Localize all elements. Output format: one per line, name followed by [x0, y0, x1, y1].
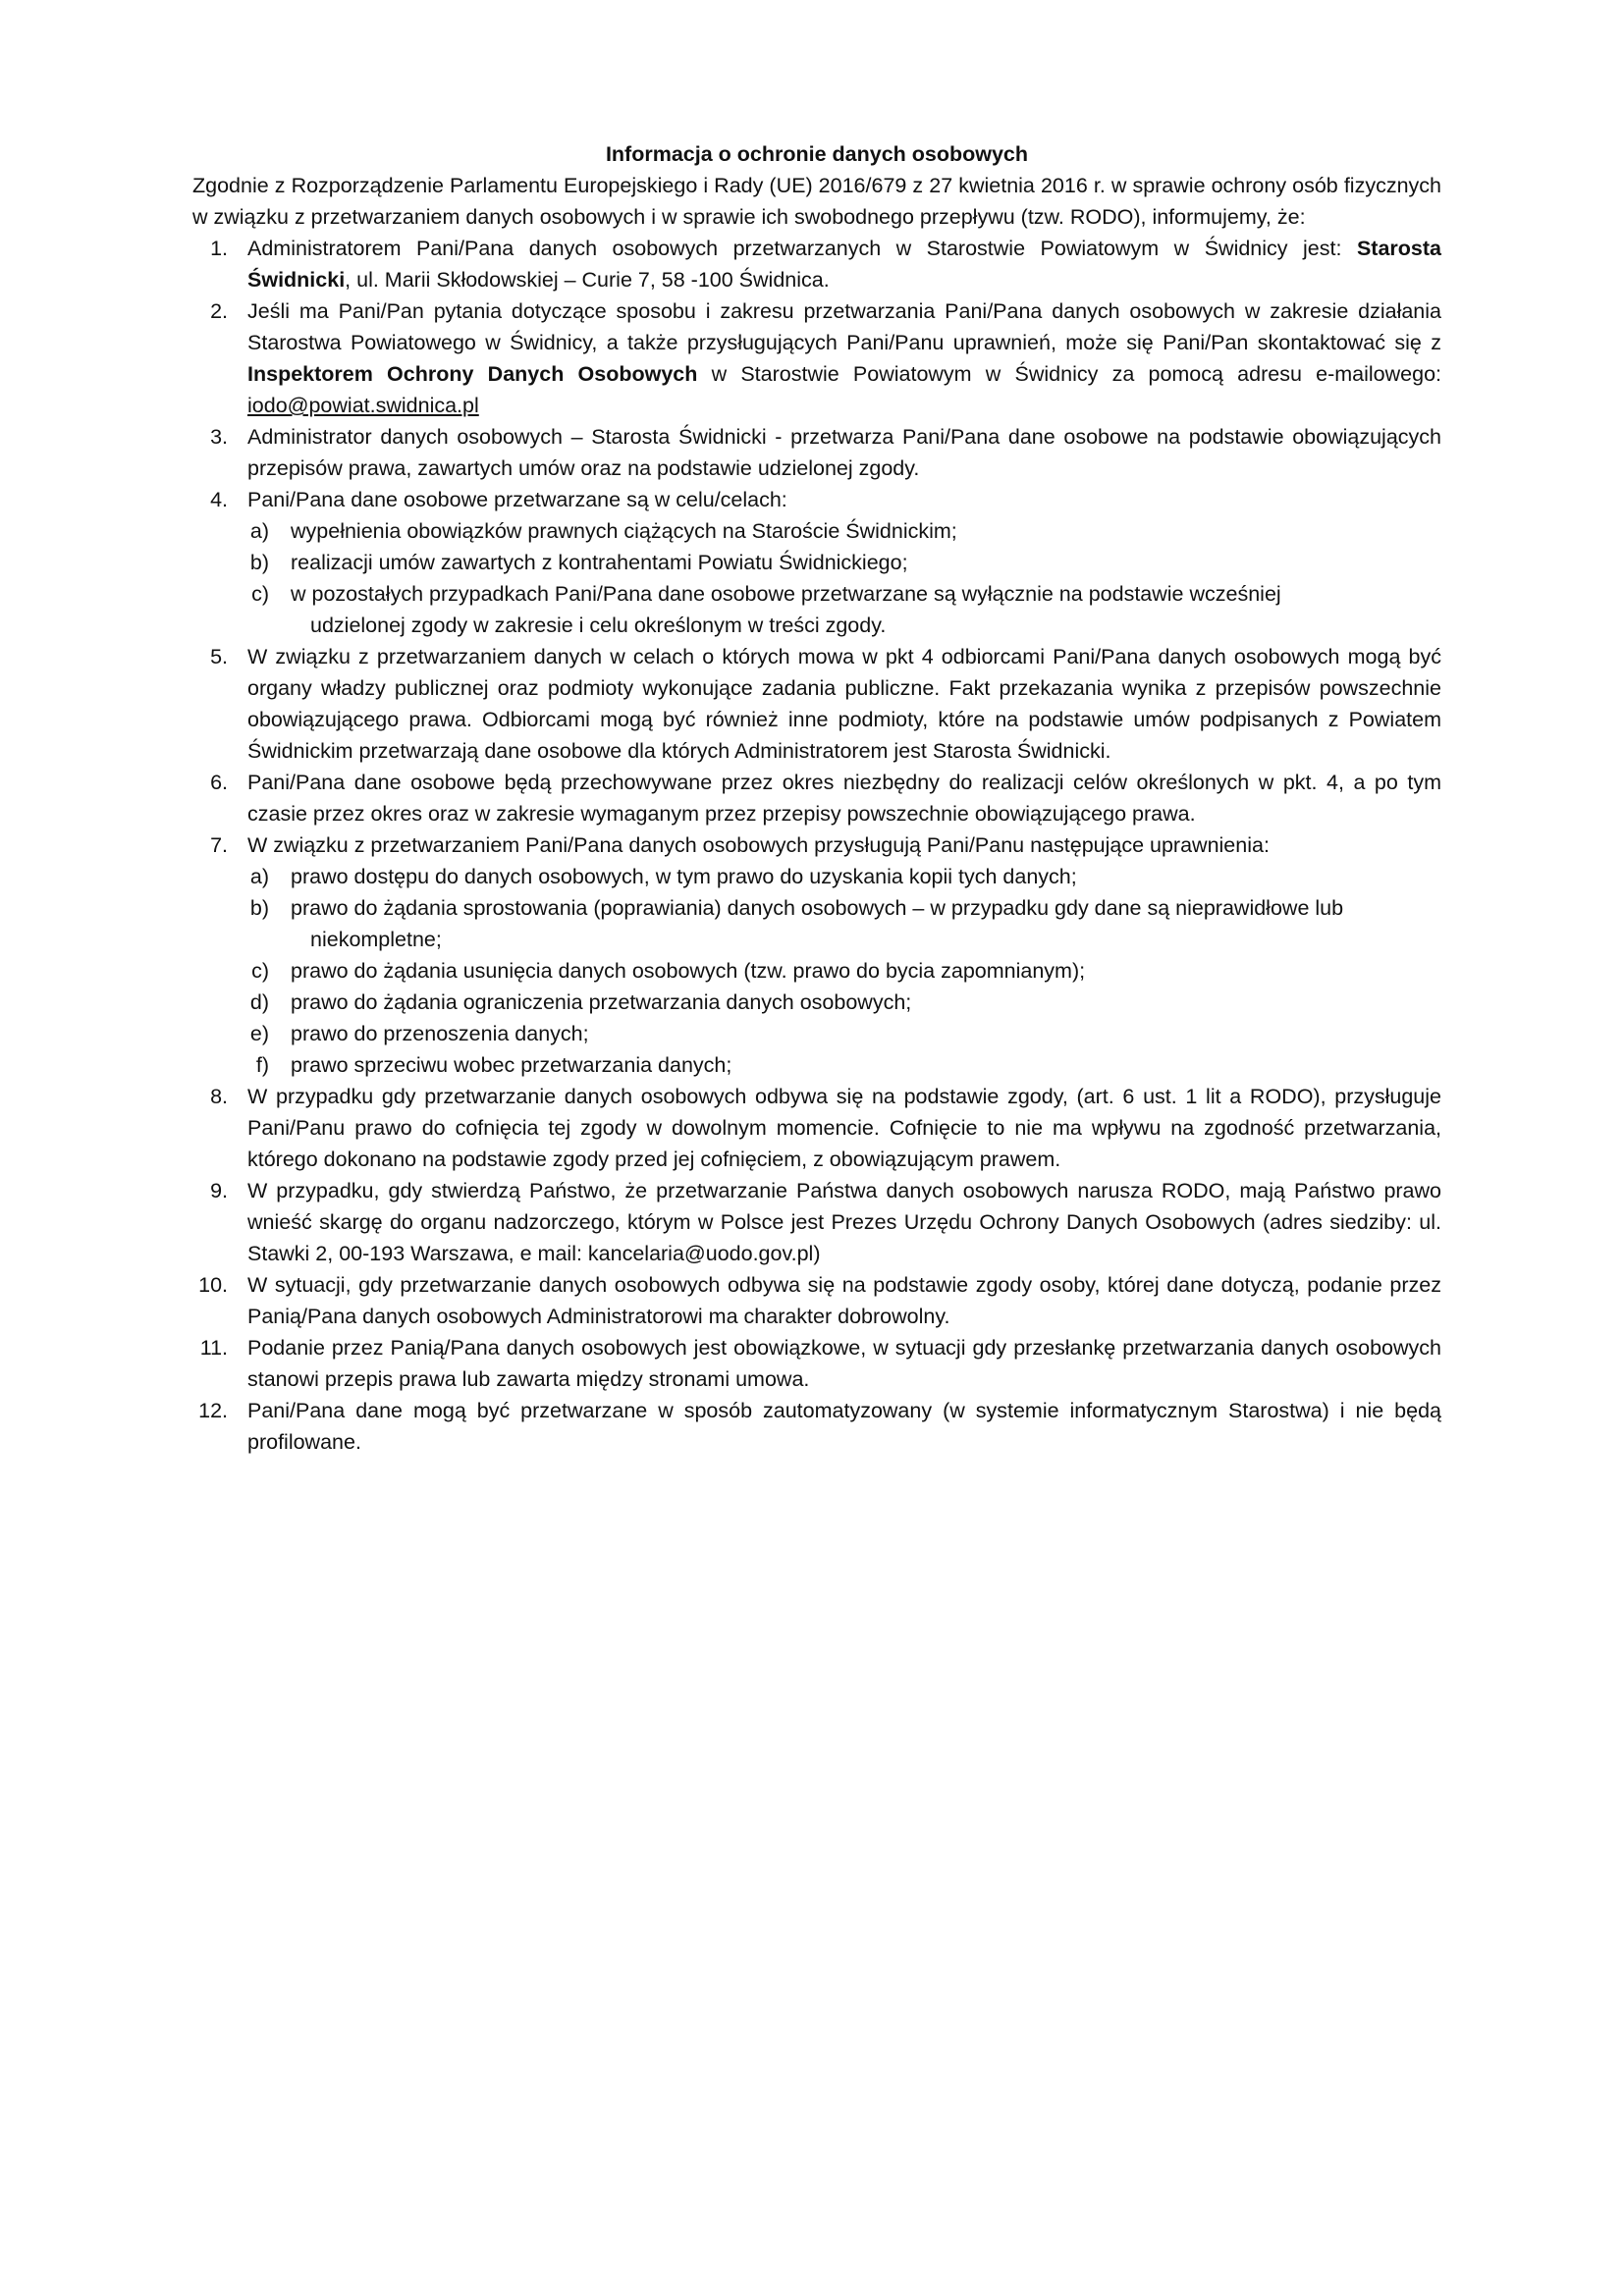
list-item-1 — [192, 233, 1441, 295]
item-number: 1. — [210, 237, 228, 260]
sub-item-text: realizacji umów zawartych z kontrahentami Powiatu Świdnickiego; — [291, 551, 908, 574]
iodo-email-link[interactable]: iodo@powiat.swidnica.pl — [247, 394, 479, 417]
list-item-2 — [192, 295, 1441, 421]
sub-item-text: prawo dostępu do danych osobowych, w tym prawo do uzyskania kopii tych danych; — [291, 865, 1077, 888]
item-text: W związku z przetwarzaniem Pani/Pana danych osobowych przysługują Pani/Panu następujące uprawnienia: — [247, 833, 1270, 857]
item-text: Administrator danych osobowych – Starosta Świdnicki - przetwarza Pani/Pana dane osobowe na podstawie obowiązujących przepisów prawa, zawartych umów oraz na podstawie udzielonej zgody. — [247, 425, 1441, 480]
list-item-10 — [192, 1269, 1441, 1332]
item-number: 8. — [210, 1085, 228, 1108]
item-text: Pani/Pana dane osobowe przetwarzane są w celu/celach: — [247, 488, 787, 511]
sub-item-letter: d) — [249, 990, 269, 1014]
administrator-name: Starosta Świdnicki — [247, 237, 1441, 292]
item-number: 3. — [210, 425, 228, 449]
item-text: W związku z przetwarzaniem danych w celach o których mowa w pkt 4 odbiorcami Pani/Pana danych osobowych mogą być organy władzy publicznej oraz podmioty wykonujące zadania publiczne. Fakt przekazania wynika z przepisów powszechnie obowiązującego prawa. Odbiorcami mogą być również inne podmioty, które na podstawie umów podpisanych z Powiatem Świdnickim przetwarzają dane osobowe dla których Administratorem jest Starosta Świdnicki. — [247, 645, 1441, 763]
sub-item-text-continuation: niekompletne; — [310, 928, 442, 951]
item-number: 5. — [210, 645, 228, 668]
item-text: Pani/Pana dane mogą być przetwarzane w sposób zautomatyzowany (w systemie informatycznym Starostwa) i nie będą profilowane. — [247, 1399, 1441, 1454]
sub-item-text — [291, 892, 1441, 955]
item-text: W przypadku, gdy stwierdzą Państwo, że przetwarzanie Państwa danych osobowych narusza RODO, mają Państwo prawo wnieść skargę do organu nadzorczego, którym w Polsce jest Prezes Urzędu Ochrony Danych Osobowych (adres siedziby: ul. Stawki 2, 00-193 Warszawa, e mail: kancelaria@uodo.gov.pl) — [247, 1179, 1441, 1265]
sub-item-4a — [192, 515, 1441, 547]
document-page — [192, 138, 1441, 1458]
sub-item-letter: b) — [249, 896, 269, 920]
item-text: W sytuacji, gdy przetwarzanie danych osobowych odbywa się na podstawie zgody osoby, której dane dotyczą, podanie przez Panią/Pana danych osobowych Administratorowi ma charakter dobrowolny. — [247, 1273, 1441, 1328]
list-item-9 — [192, 1175, 1441, 1269]
item-text-part: Jeśli ma Pani/Pan pytania dotyczące sposobu i zakresu przetwarzania Pani/Pana danych osobowych w zakresie działania Starostwa Powiatowego w Świdnicy, a także przysługujących Pani/Panu uprawnień, może się Pani/Pan skontaktować się z — [247, 299, 1441, 354]
item-text: Pani/Pana dane osobowe będą przechowywane przez okres niezbędny do realizacji celów określonych w pkt. 4, a po tym czasie przez okres oraz w zakresie wymaganym przez przepisy powszechnie obowiązującego prawa. — [247, 771, 1441, 826]
sub-item-7e — [192, 1018, 1441, 1049]
sub-item-7b — [192, 892, 1441, 955]
list-item-12 — [192, 1395, 1441, 1458]
sub-item-7c — [192, 955, 1441, 987]
sub-item-text — [291, 578, 1441, 641]
sub-item-4c — [192, 578, 1441, 641]
sub-item-7a — [192, 861, 1441, 892]
list-item-7 — [192, 829, 1441, 861]
item-text — [247, 233, 1441, 295]
sub-item-letter: b) — [249, 551, 269, 574]
sub-item-letter: e) — [249, 1022, 269, 1045]
sub-item-7d — [192, 987, 1441, 1018]
sub-item-text: prawo sprzeciwu wobec przetwarzania danych; — [291, 1053, 732, 1077]
item-number: 7. — [210, 833, 228, 857]
list-item-3 — [192, 421, 1441, 484]
sub-item-letter: c) — [251, 582, 269, 606]
sub-item-text: wypełnienia obowiązków prawnych ciążących na Staroście Świdnickim; — [291, 519, 957, 543]
list-item-6 — [192, 767, 1441, 829]
list-item-11 — [192, 1332, 1441, 1395]
document-title: Informacja o ochronie danych osobowych — [605, 142, 1029, 166]
sub-item-letter: c) — [251, 959, 269, 983]
sub-item-4b — [192, 547, 1441, 578]
sub-item-letter: a) — [249, 519, 269, 543]
intro-paragraph: Zgodnie z Rozporządzenie Parlamentu Europejskiego i Rady (UE) 2016/679 z 27 kwietnia 2016 r. w sprawie ochrony osób fizycznych w związku z przetwarzaniem danych osobowych i w sprawie ich swobodnego przepływu (tzw. RODO), informujemy, że: — [192, 174, 1441, 229]
item-text — [247, 295, 1441, 421]
item-number: 11. — [199, 1336, 228, 1360]
list-item-5 — [192, 641, 1441, 767]
sub-item-7f — [192, 1049, 1441, 1081]
inspector-name: Inspektorem Ochrony Danych Osobowych — [247, 362, 698, 386]
sub-item-letter: f) — [255, 1053, 269, 1077]
sub-item-text: prawo do żądania usunięcia danych osobowych (tzw. prawo do bycia zapomnianym); — [291, 959, 1086, 983]
list-item-8 — [192, 1081, 1441, 1175]
item-number: 9. — [210, 1179, 228, 1202]
item-number: 10. — [198, 1273, 228, 1297]
list-item-4 — [192, 484, 1441, 515]
sub-item-text-continuation: udzielonej zgody w zakresie i celu określonym w treści zgody. — [310, 614, 887, 637]
sub-item-text-line: w pozostałych przypadkach Pani/Pana dane osobowe przetwarzane są wyłącznie na podstawie wcześniej — [291, 582, 1281, 606]
item-number: 2. — [210, 299, 228, 323]
item-text-part: , ul. Marii Skłodowskiej – Curie 7, 58 -100 Świdnica. — [345, 268, 830, 292]
item-text: Podanie przez Panią/Pana danych osobowych jest obowiązkowe, w sytuacji gdy przesłankę przetwarzania danych osobowych stanowi przepis prawa lub zawarta między stronami umowa. — [247, 1336, 1441, 1391]
item-number: 6. — [210, 771, 228, 794]
sub-item-text: prawo do żądania ograniczenia przetwarzania danych osobowych; — [291, 990, 912, 1014]
item-number: 12. — [198, 1399, 228, 1422]
item-text-part: w Starostwie Powiatowym w Świdnicy za pomocą adresu e-mailowego: — [697, 362, 1441, 386]
sub-item-letter: a) — [249, 865, 269, 888]
sub-item-text-line: prawo do żądania sprostowania (poprawiania) danych osobowych – w przypadku gdy dane są nieprawidłowe lub — [291, 896, 1344, 920]
item-number: 4. — [210, 488, 228, 511]
item-text-part: Administratorem Pani/Pana danych osobowych przetwarzanych w Starostwie Powiatowym w Świdnicy jest: — [247, 237, 1357, 260]
sub-item-text: prawo do przenoszenia danych; — [291, 1022, 589, 1045]
item-text: W przypadku gdy przetwarzanie danych osobowych odbywa się na podstawie zgody, (art. 6 ust. 1 lit a RODO), przysługuje Pani/Panu prawo do cofnięcia tej zgody w dowolnym momencie. Cofnięcie to nie ma wpływu na zgodność przetwarzania, którego dokonano na podstawie zgody przed jej cofnięciem, z obowiązującym prawem. — [247, 1085, 1441, 1171]
